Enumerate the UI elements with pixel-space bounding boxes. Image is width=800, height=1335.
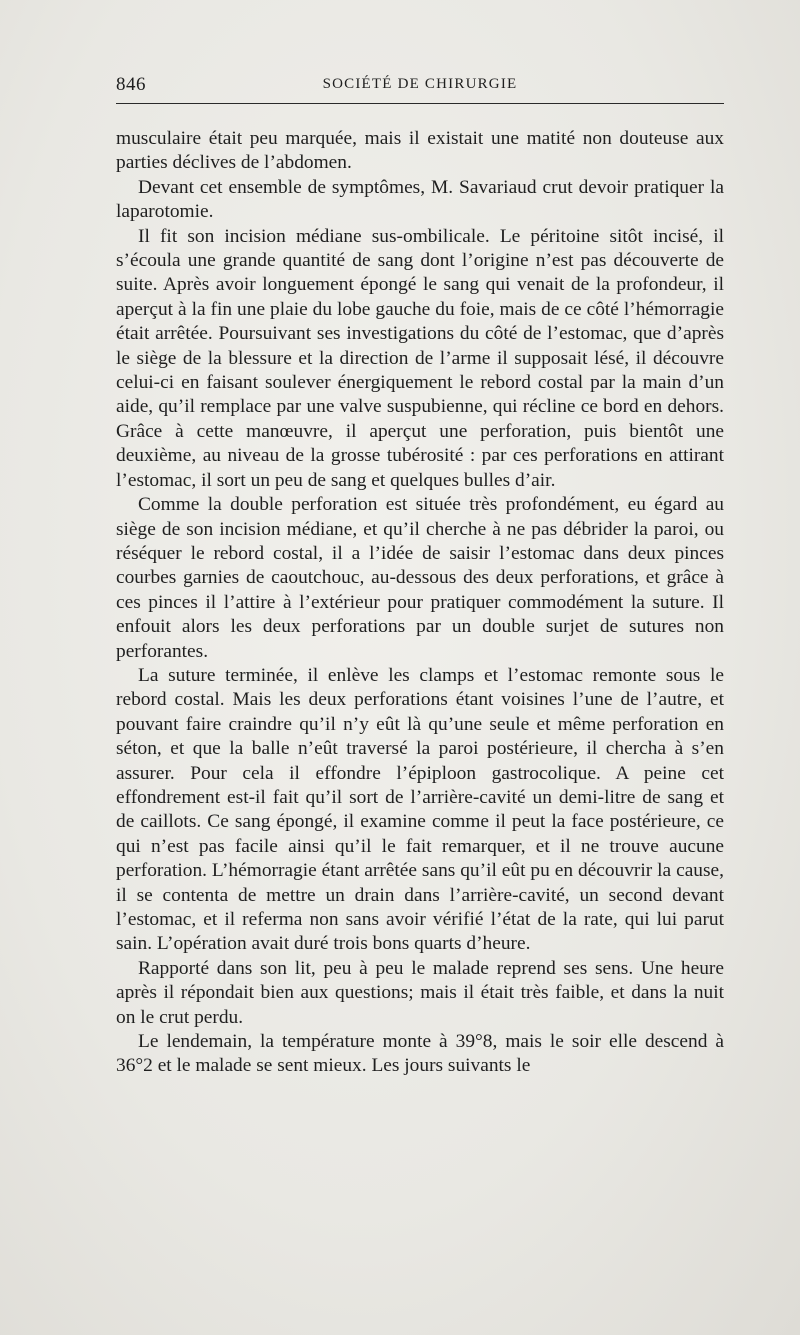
paragraph: Il fit son incision médiane sus-ombilicale. Le péritoine sitôt incisé, il s’écoula une grande quantité de sang dont l’origine n’est pas découverte de suite. Après avoir longuement épongé le sang qui venait de la profondeur, il aperçut à la fin une plaie du lobe gauche du foie, mais de ce côté l’hémorragie était arrêtée. Poursuivant ses investigations du côté de l’estomac, que d’après le siège de la blessure et la direction de l’arme il supposait lésé, il découvre celui-ci en faisant soulever énergiquement le rebord costal par la main d’un aide, qu’il remplace par une valve suspubienne, qui récline ce bord en dehors. Grâce à cette manœuvre, il aperçut une perforation, puis bientôt une deuxième, au niveau de la grosse tubérosité : par ces perforations en attirant l’estomac, il sort un peu de sang et quelques bulles d’air.	[116, 225, 724, 491]
paragraph: Comme la double perforation est située très profondément, eu égard au siège de son incision médiane, et qu’il cherche à ne pas débrider la paroi, ou réséquer le rebord costal, il a l’idée de saisir l’estomac dans deux pinces courbes garnies de caoutchouc, au-dessous des deux perforations, et grâce à ces pinces il l’attire à l’extérieur pour pratiquer commodément la suture. Il enfouit alors les deux perforations par un double surjet de sutures non perforantes.	[116, 494, 724, 662]
paragraph: La suture terminée, il enlève les clamps et l’estomac remonte sous le rebord costal. Mais les deux perforations étant voisines l’une de l’autre, et pouvant faire craindre qu’il n’y eût là qu’une seule et même perforation en séton, et que la balle n’eût traversé la paroi postérieure, il chercha à s’en assurer. Pour cela il effondre l’épiploon gastrocolique. A peine cet effondrement est-il fait qu’il sort de l’arrière-cavité un demi-litre de sang et de caillots. Ce sang épongé, il examine comme il peut la face postérieure, ce qui n’est pas facile ainsi qu’il le fait remarquer, et il ne trouve aucune perforation. L’hémorragie étant arrêtée sans qu’il eût pu en découvrir la cause, il se contenta de mettre un drain dans l’arrière-cavité, un second devant l’estomac, et il referma non sans avoir vérifié l’état de la rate, qui lui parut sain. L’opération avait duré trois bons quarts d’heure.	[116, 664, 724, 955]
paragraph-continued: musculaire était peu marquée, mais il existait une matité non douteuse aux parties déclives de l’abdomen.	[116, 128, 724, 174]
paragraph: Rapporté dans son lit, peu à peu le malade reprend ses sens. Une heure après il répondait bien aux questions; mais il était très faible, et dans la nuit on le crut perdu.	[116, 957, 724, 1028]
header-rule	[116, 103, 724, 104]
paragraph: Le lendemain, la température monte à 39°8, mais le soir elle descend à 36°2 et le malade se sent mieux. Les jours suivants le	[116, 1031, 724, 1077]
journal-title: SOCIÉTÉ DE CHIRURGIE	[322, 76, 518, 92]
paragraph: Devant cet ensemble de symptômes, M. Savariaud crut devoir pratiquer la laparotomie.	[116, 176, 724, 223]
running-head	[116, 70, 724, 100]
page-number: 846	[116, 74, 146, 95]
body-text	[116, 127, 724, 1079]
